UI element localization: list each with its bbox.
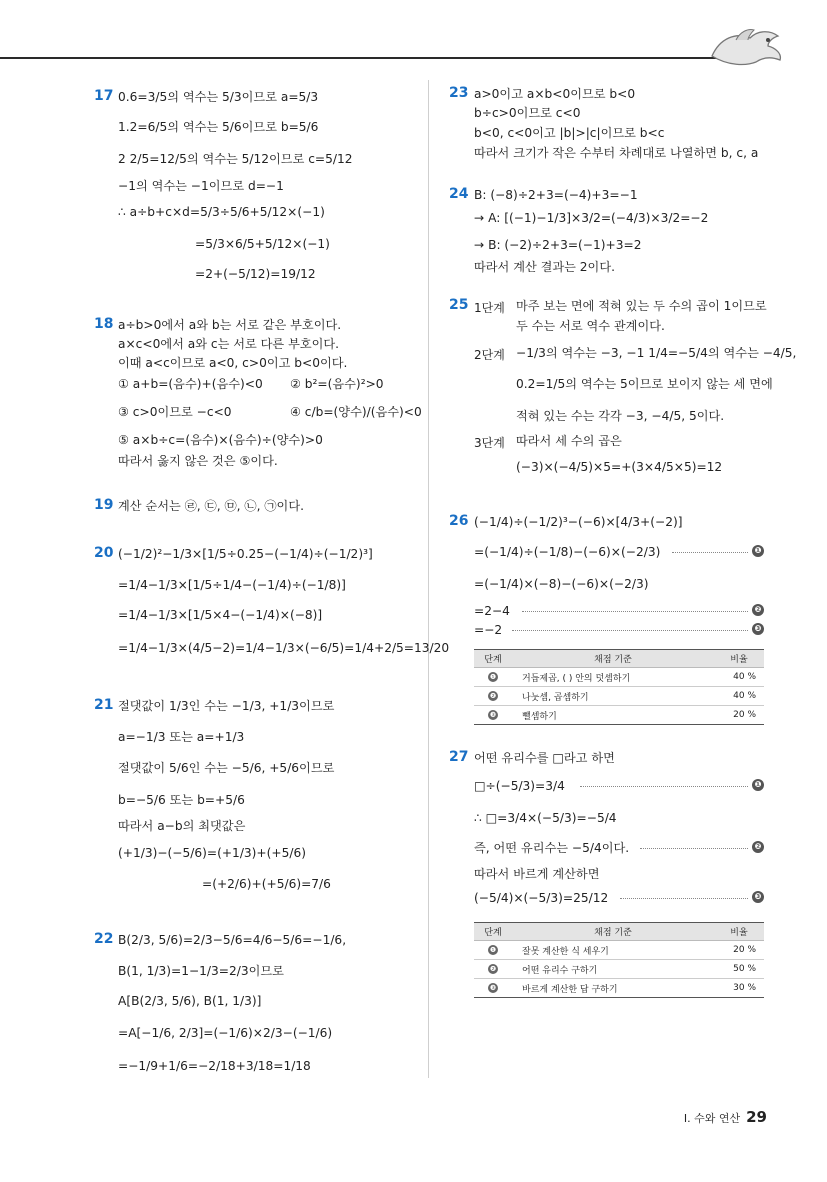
solution-line: 따라서 바르게 계산하면 [474, 867, 600, 881]
header-step: 단계 [474, 923, 512, 941]
solution-line: a÷b>0에서 a와 b는 서로 같은 부호이다. [118, 318, 342, 332]
solution-line: 따라서 옳지 않은 것은 ⑤이다. [118, 454, 278, 468]
ratio-cell: 40 % [714, 687, 764, 706]
solution-line: (−5/4)×(−5/3)=25/12 [474, 891, 609, 905]
solution-line: =1/4−1/3×[1/5÷1/4−(−1/4)÷(−1/8)] [118, 578, 346, 592]
header-ratio: 비율 [714, 923, 764, 941]
ratio-cell: 20 % [714, 706, 764, 725]
leader-dots [522, 611, 748, 612]
step-badge: ❸ [489, 984, 497, 992]
step-label: 3단계 [474, 436, 505, 450]
step-marker: ❸ [752, 891, 764, 903]
solution-line: =1/4−1/3×(4/5−2)=1/4−1/3×(−6/5)=1/4+2/5=13/20 [118, 641, 450, 655]
solution-line: 즉, 어떤 유리수는 −5/4이다. [474, 841, 630, 855]
criterion-cell: 뺄셈하기 [512, 706, 714, 725]
table-row [474, 960, 764, 979]
solution-line: =2−4 [474, 604, 510, 618]
solution-line: 마주 보는 면에 적혀 있는 두 수의 곱이 1이므로 [516, 299, 767, 313]
solution-line: B(1, 1/3)=1−1/3=2/3이므로 [118, 964, 284, 978]
solution-line: =(+2/6)+(+5/6)=7/6 [202, 877, 331, 891]
solution-line: 절댓값이 5/6인 수는 −5/6, +5/6이므로 [118, 761, 335, 775]
step-badge: ❷ [489, 692, 497, 700]
step-label: 1단계 [474, 301, 505, 315]
solution-line: 0.6=3/5의 역수는 5/3이므로 a=5/3 [118, 90, 319, 104]
solution-line: =(−1/4)×(−8)−(−6)×(−2/3) [474, 577, 649, 591]
problem-number: 17 [94, 88, 114, 104]
leader-dots [512, 630, 748, 631]
dragon-mascot-icon [706, 26, 786, 70]
section-title: I. 수와 연산 [683, 1112, 741, 1125]
choice-2: ② b²=(음수)²>0 [290, 377, 384, 391]
table-row [474, 668, 764, 687]
step-badge: ❷ [489, 965, 497, 973]
table-header-row [474, 923, 764, 941]
solution-line: 계산 순서는 ㉣, ㉢, ㉤, ㉡, ㉠이다. [118, 499, 304, 513]
problem-number: 18 [94, 316, 114, 332]
problem-number: 26 [449, 513, 469, 529]
solution-line: =5/3×6/5+5/12×(−1) [195, 237, 330, 251]
step-badge: ❶ [489, 946, 497, 954]
step-label: 2단계 [474, 348, 505, 362]
solution-line: =1/4−1/3×[1/5×4−(−1/4)×(−8)] [118, 608, 323, 622]
solution-line: (+1/3)−(−5/6)=(+1/3)+(+5/6) [118, 846, 306, 860]
solution-line: a×c<0에서 a와 c는 서로 다른 부호이다. [118, 337, 340, 351]
solution-line: ∴ a÷b+c×d=5/3÷5/6+5/12×(−1) [118, 205, 325, 219]
step-marker: ❷ [752, 841, 764, 853]
solution-line: b=−5/6 또는 b=+5/6 [118, 793, 245, 807]
criterion-cell: 어떤 유리수 구하기 [512, 960, 714, 979]
step-badge: ❶ [489, 673, 497, 681]
leader-dots [672, 552, 748, 553]
header-criterion: 채점 기준 [512, 923, 714, 941]
solution-line: (−1/4)÷(−1/2)³−(−6)×[4/3+(−2)] [474, 515, 683, 529]
ratio-cell: 30 % [714, 979, 764, 998]
solution-line: =(−1/4)÷(−1/8)−(−6)×(−2/3) [474, 545, 661, 559]
solution-line: =−1/9+1/6=−2/18+3/18=1/18 [118, 1059, 311, 1073]
header-step: 단계 [474, 650, 512, 668]
column-divider [428, 80, 429, 1078]
solution-line: ∴ □=3/4×(−5/3)=−5/4 [474, 811, 617, 825]
table-row [474, 941, 764, 960]
criterion-cell: 거듭제곱, ( ) 안의 덧셈하기 [512, 668, 714, 687]
solution-line: −1/3의 역수는 −3, −1 1/4=−5/4의 역수는 −4/5, [516, 346, 797, 360]
solution-line: =2+(−5/12)=19/12 [195, 267, 316, 281]
step-marker: ❸ [752, 623, 764, 635]
solution-line: 따라서 크기가 작은 수부터 차례대로 나열하면 b, c, a [474, 146, 759, 160]
solution-line: □÷(−5/3)=3/4 [474, 779, 565, 793]
step-marker: ❷ [752, 604, 764, 616]
solution-line: → A: [(−1)−1/3]×3/2=(−4/3)×3/2=−2 [474, 211, 709, 225]
solution-line: −1의 역수는 −1이므로 d=−1 [118, 179, 284, 193]
solution-line: 따라서 a−b의 최댓값은 [118, 819, 246, 833]
ratio-cell: 20 % [714, 941, 764, 960]
table-header-row [474, 650, 764, 668]
problem-number: 21 [94, 697, 114, 713]
leader-dots [580, 786, 748, 787]
header-rule [0, 57, 720, 59]
table-row [474, 706, 764, 725]
solution-line: 이때 a<c이므로 a<0, c>0이고 b<0이다. [118, 356, 348, 370]
step-marker: ❶ [752, 545, 764, 557]
solution-line: 어떤 유리수를 □라고 하면 [474, 751, 615, 765]
ratio-cell: 40 % [714, 668, 764, 687]
solution-line: a=−1/3 또는 a=+1/3 [118, 730, 245, 744]
problem-number: 23 [449, 85, 469, 101]
grading-table [474, 922, 764, 998]
ratio-cell: 50 % [714, 960, 764, 979]
problem-number: 27 [449, 749, 469, 765]
solution-line: (−3)×(−4/5)×5=+(3×4/5×5)=12 [516, 460, 723, 474]
leader-dots [620, 898, 748, 899]
header-ratio: 비율 [714, 650, 764, 668]
problem-number: 19 [94, 497, 114, 513]
solution-line: b÷c>0이므로 c<0 [474, 106, 581, 120]
solution-line: =−2 [474, 623, 503, 637]
solution-line: B: (−8)÷2+3=(−4)+3=−1 [474, 188, 638, 202]
solution-line: 적혀 있는 수는 각각 −3, −4/5, 5이다. [516, 409, 725, 423]
solution-line: 따라서 계산 결과는 2이다. [474, 260, 615, 274]
problem-number: 20 [94, 545, 114, 561]
solution-line: 두 수는 서로 역수 관계이다. [516, 319, 665, 333]
solution-line: B(2/3, 5/6)=2/3−5/6=4/6−5/6=−1/6, [118, 933, 347, 947]
choice-4: ④ c/b=(양수)/(음수)<0 [290, 405, 422, 419]
problem-number: 24 [449, 186, 469, 202]
solution-line: b<0, c<0이고 |b|>|c|이므로 b<c [474, 126, 665, 140]
problem-number: 25 [449, 297, 469, 313]
page-number: 29 [746, 1108, 767, 1126]
header-criterion: 채점 기준 [512, 650, 714, 668]
criterion-cell: 잘못 계산한 식 세우기 [512, 941, 714, 960]
table-row [474, 687, 764, 706]
solution-line: → B: (−2)÷2+3=(−1)+3=2 [474, 238, 642, 252]
step-marker: ❶ [752, 779, 764, 791]
solution-line: (−1/2)²−1/3×[1/5÷0.25−(−1/4)÷(−1/2)³] [118, 547, 373, 561]
grading-table [474, 649, 764, 725]
solution-line: =A[−1/6, 2/3]=(−1/6)×2/3−(−1/6) [118, 1026, 333, 1040]
solution-line: 따라서 세 수의 곱은 [516, 434, 622, 448]
solution-line: 2 2/5=12/5의 역수는 5/12이므로 c=5/12 [118, 152, 353, 166]
criterion-cell: 바르게 계산한 답 구하기 [512, 979, 714, 998]
solution-line: A[B(2/3, 5/6), B(1, 1/3)] [118, 994, 262, 1008]
solution-line: 1.2=6/5의 역수는 5/6이므로 b=5/6 [118, 120, 319, 134]
solution-line: a>0이고 a×b<0이므로 b<0 [474, 87, 636, 101]
solution-line: 절댓값이 1/3인 수는 −1/3, +1/3이므로 [118, 699, 335, 713]
criterion-cell: 나눗셈, 곱셈하기 [512, 687, 714, 706]
table-row [474, 979, 764, 998]
step-badge: ❸ [489, 711, 497, 719]
page-footer [684, 1108, 767, 1126]
leader-dots [640, 848, 748, 849]
choice-3: ③ c>0이므로 −c<0 [118, 405, 232, 419]
choice-1: ① a+b=(음수)+(음수)<0 [118, 377, 263, 391]
solution-line: 0.2=1/5의 역수는 5이므로 보이지 않는 세 면에 [516, 377, 773, 391]
choice-5: ⑤ a×b÷c=(음수)×(음수)÷(양수)>0 [118, 433, 323, 447]
problem-number: 22 [94, 931, 114, 947]
